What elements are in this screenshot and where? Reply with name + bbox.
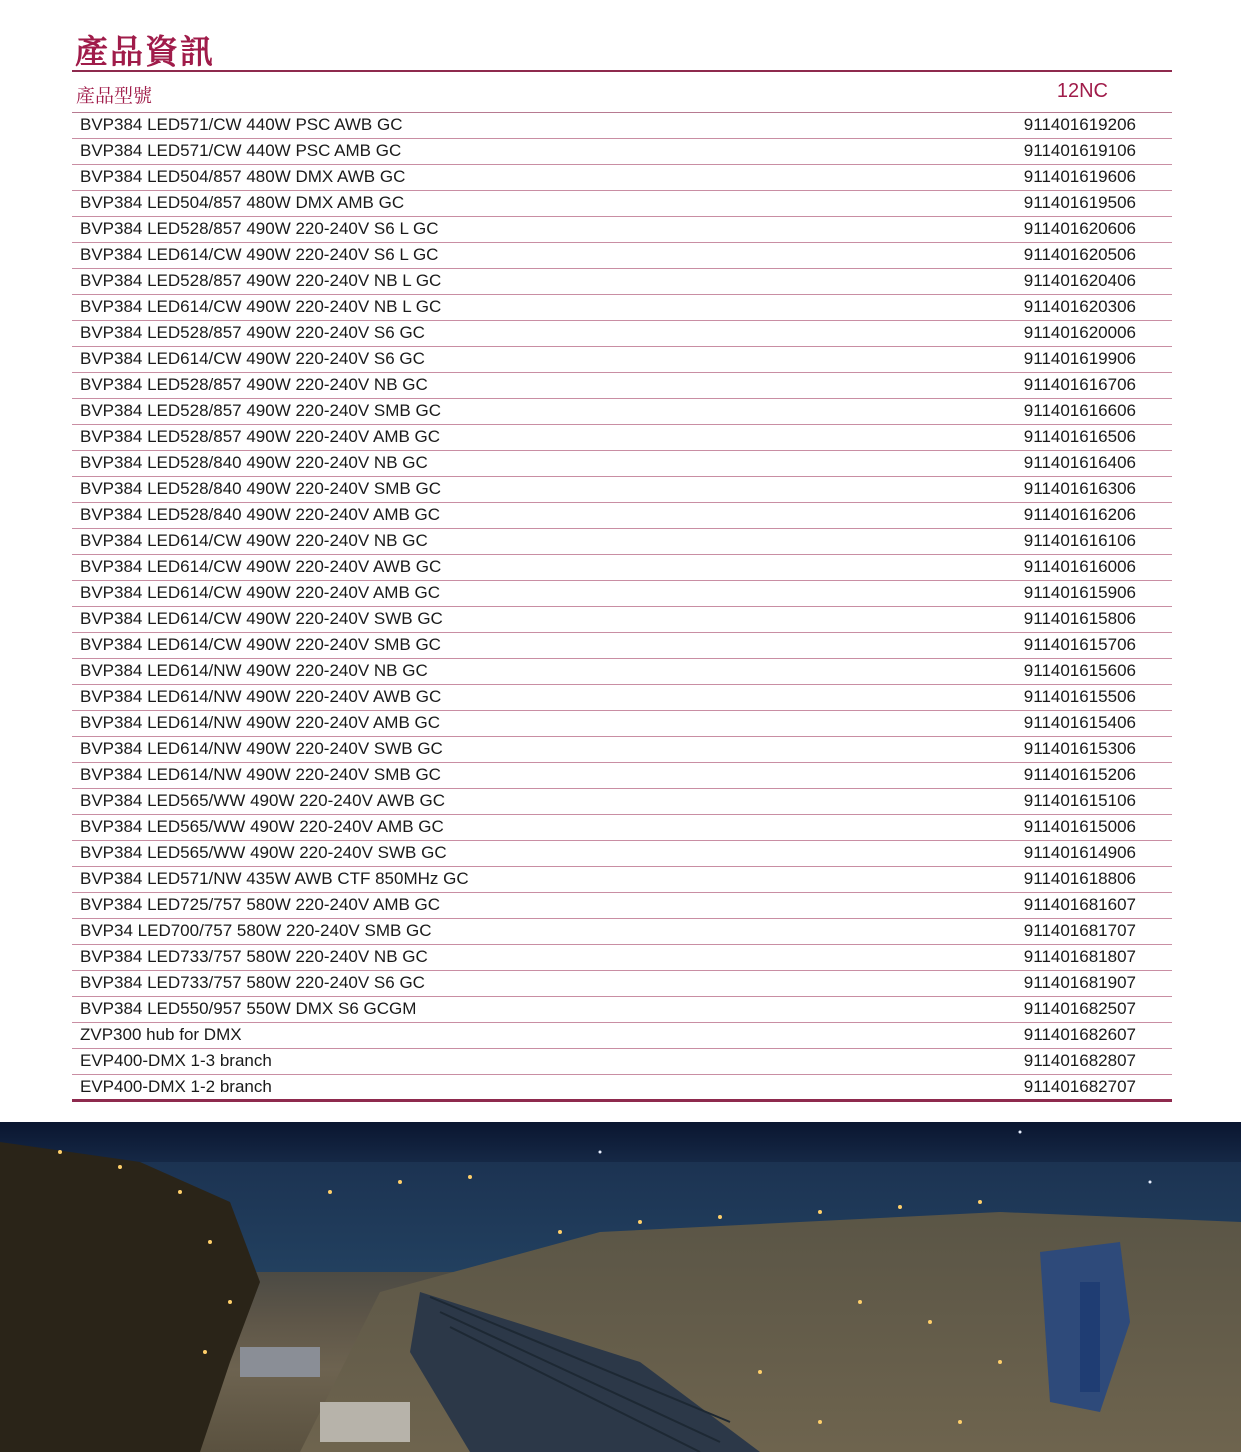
cell-product-model: BVP384 LED528/857 490W 220-240V S6 GC — [80, 323, 425, 342]
cell-product-model: BVP384 LED614/CW 490W 220-240V NB L GC — [80, 297, 442, 316]
table-row — [72, 113, 1172, 139]
table-header — [72, 72, 1172, 113]
table-row — [72, 217, 1172, 243]
cell-12nc: 911401620606 — [1023, 219, 1136, 238]
cell-product-model: EVP400-DMX 1-3 branch — [80, 1051, 272, 1070]
cell-product-model: BVP384 LED733/757 580W 220-240V NB GC — [80, 947, 428, 966]
cell-12nc: 911401620006 — [1023, 323, 1136, 342]
cell-product-model: BVP384 LED528/857 490W 220-240V NB GC — [80, 375, 428, 394]
cell-12nc: 911401619206 — [1023, 115, 1136, 134]
cell-12nc: 911401616206 — [1023, 505, 1136, 524]
cell-12nc: 911401619506 — [1023, 193, 1136, 212]
cell-product-model: BVP384 LED733/757 580W 220-240V S6 GC — [80, 973, 425, 992]
cell-product-model: BVP384 LED571/CW 440W PSC AMB GC — [80, 141, 402, 160]
table-row — [72, 737, 1172, 763]
cell-product-model: BVP384 LED528/840 490W 220-240V AMB GC — [80, 505, 441, 524]
table-row — [72, 477, 1172, 503]
cell-12nc: 911401615706 — [1023, 635, 1136, 654]
cell-12nc: 911401620306 — [1023, 297, 1136, 316]
cell-product-model: BVP384 LED528/840 490W 220-240V SMB GC — [80, 479, 441, 498]
table-row — [72, 633, 1172, 659]
cell-product-model: BVP384 LED614/NW 490W 220-240V SMB GC — [80, 765, 441, 784]
table-row — [72, 269, 1172, 295]
table-row — [72, 529, 1172, 555]
table-row — [72, 841, 1172, 867]
cell-12nc: 911401614906 — [1023, 843, 1136, 862]
table-row — [72, 555, 1172, 581]
cell-product-model: BVP384 LED528/857 490W 220-240V S6 L GC — [80, 219, 439, 238]
cell-12nc: 911401681907 — [1023, 973, 1136, 992]
cell-12nc: 911401615106 — [1023, 791, 1136, 810]
table-row — [72, 997, 1172, 1023]
table-row — [72, 945, 1172, 971]
cell-12nc: 911401619906 — [1023, 349, 1136, 368]
table-row — [72, 165, 1172, 191]
table-row — [72, 425, 1172, 451]
cell-product-model: BVP384 LED571/NW 435W AWB CTF 850MHz GC — [80, 869, 469, 888]
cell-12nc: 911401682507 — [1023, 999, 1136, 1018]
cell-product-model: BVP384 LED565/WW 490W 220-240V AMB GC — [80, 817, 444, 836]
table-row — [72, 1023, 1172, 1049]
table-row — [72, 503, 1172, 529]
cell-12nc: 911401616006 — [1023, 557, 1136, 576]
cell-12nc: 911401616706 — [1023, 375, 1136, 394]
cell-12nc: 911401615306 — [1023, 739, 1136, 758]
table-row — [72, 581, 1172, 607]
cell-product-model: BVP384 LED504/857 480W DMX AMB GC — [80, 193, 405, 212]
cell-product-model: BVP384 LED614/NW 490W 220-240V AMB GC — [80, 713, 441, 732]
cell-12nc: 911401618806 — [1023, 869, 1136, 888]
cell-product-model: BVP384 LED528/857 490W 220-240V AMB GC — [80, 427, 441, 446]
cell-product-model: BVP384 LED614/CW 490W 220-240V NB GC — [80, 531, 428, 550]
cell-product-model: BVP384 LED614/CW 490W 220-240V S6 GC — [80, 349, 425, 368]
cell-12nc: 911401616606 — [1023, 401, 1136, 420]
cell-12nc: 911401619106 — [1023, 141, 1136, 160]
table-row — [72, 919, 1172, 945]
cell-product-model: BVP384 LED614/NW 490W 220-240V AWB GC — [80, 687, 442, 706]
cell-12nc: 911401682707 — [1023, 1077, 1136, 1096]
page-title: 產品資訊 — [75, 32, 215, 71]
table-row — [72, 295, 1172, 321]
cell-product-model: BVP384 LED565/WW 490W 220-240V SWB GC — [80, 843, 447, 862]
cell-12nc: 911401616106 — [1023, 531, 1136, 550]
cell-12nc: 911401615806 — [1023, 609, 1136, 628]
column-header-12nc: 12NC — [1056, 80, 1108, 102]
cell-12nc: 911401615906 — [1023, 583, 1136, 602]
cell-12nc: 911401682607 — [1023, 1025, 1136, 1044]
table-row — [72, 607, 1172, 633]
column-header-model: 產品型號 — [76, 85, 153, 107]
cell-product-model: BVP384 LED614/CW 490W 220-240V AWB GC — [80, 557, 442, 576]
table-row — [72, 763, 1172, 789]
table-row — [72, 347, 1172, 373]
table-row — [72, 971, 1172, 997]
cell-product-model: BVP384 LED528/857 490W 220-240V NB L GC — [80, 271, 442, 290]
table-row — [72, 321, 1172, 347]
cell-product-model: BVP384 LED565/WW 490W 220-240V AWB GC — [80, 791, 446, 810]
cell-12nc: 911401616406 — [1023, 453, 1136, 472]
cell-product-model: BVP384 LED725/757 580W 220-240V AMB GC — [80, 895, 441, 914]
cell-product-model: EVP400-DMX 1-2 branch — [80, 1077, 272, 1096]
cell-12nc: 911401615006 — [1023, 817, 1136, 836]
table-row — [72, 867, 1172, 893]
product-table — [72, 70, 1172, 1102]
table-row — [72, 815, 1172, 841]
cell-product-model: BVP34 LED700/757 580W 220-240V SMB GC — [80, 921, 432, 940]
table-body — [72, 113, 1172, 1102]
table-row — [72, 373, 1172, 399]
table-row — [72, 789, 1172, 815]
cell-12nc: 911401681707 — [1023, 921, 1136, 940]
cell-12nc: 911401620506 — [1023, 245, 1136, 264]
cell-product-model: BVP384 LED614/NW 490W 220-240V SWB GC — [80, 739, 443, 758]
table-row — [72, 1049, 1172, 1075]
cell-12nc: 911401616506 — [1023, 427, 1136, 446]
table-row — [72, 191, 1172, 217]
table-row — [72, 139, 1172, 165]
cell-12nc: 911401615506 — [1023, 687, 1136, 706]
cell-product-model: ZVP300 hub for DMX — [80, 1025, 242, 1044]
table-row — [72, 1075, 1172, 1102]
cell-12nc: 911401616306 — [1023, 479, 1136, 498]
table-row — [72, 685, 1172, 711]
cell-product-model: BVP384 LED528/857 490W 220-240V SMB GC — [80, 401, 441, 420]
cell-12nc: 911401620406 — [1023, 271, 1136, 290]
cell-12nc: 911401682807 — [1023, 1051, 1136, 1070]
night-harbor-photo — [0, 1122, 1241, 1452]
cell-product-model: BVP384 LED504/857 480W DMX AWB GC — [80, 167, 406, 186]
cell-product-model: BVP384 LED614/CW 490W 220-240V AMB GC — [80, 583, 441, 602]
cell-product-model: BVP384 LED614/NW 490W 220-240V NB GC — [80, 661, 428, 680]
table-row — [72, 399, 1172, 425]
table-row — [72, 451, 1172, 477]
table-row — [72, 659, 1172, 685]
cell-product-model: BVP384 LED571/CW 440W PSC AWB GC — [80, 115, 403, 134]
table-row — [72, 893, 1172, 919]
cell-12nc: 911401615406 — [1023, 713, 1136, 732]
cell-product-model: BVP384 LED614/CW 490W 220-240V SWB GC — [80, 609, 443, 628]
cell-12nc: 911401681807 — [1023, 947, 1136, 966]
table-row — [72, 243, 1172, 269]
cell-product-model: BVP384 LED528/840 490W 220-240V NB GC — [80, 453, 428, 472]
cell-product-model: BVP384 LED550/957 550W DMX S6 GCGM — [80, 999, 417, 1018]
cell-product-model: BVP384 LED614/CW 490W 220-240V S6 L GC — [80, 245, 439, 264]
cell-12nc: 911401615606 — [1023, 661, 1136, 680]
cell-12nc: 911401615206 — [1023, 765, 1136, 784]
cell-12nc: 911401681607 — [1023, 895, 1136, 914]
cell-12nc: 911401619606 — [1023, 167, 1136, 186]
cell-product-model: BVP384 LED614/CW 490W 220-240V SMB GC — [80, 635, 441, 654]
table-row — [72, 711, 1172, 737]
